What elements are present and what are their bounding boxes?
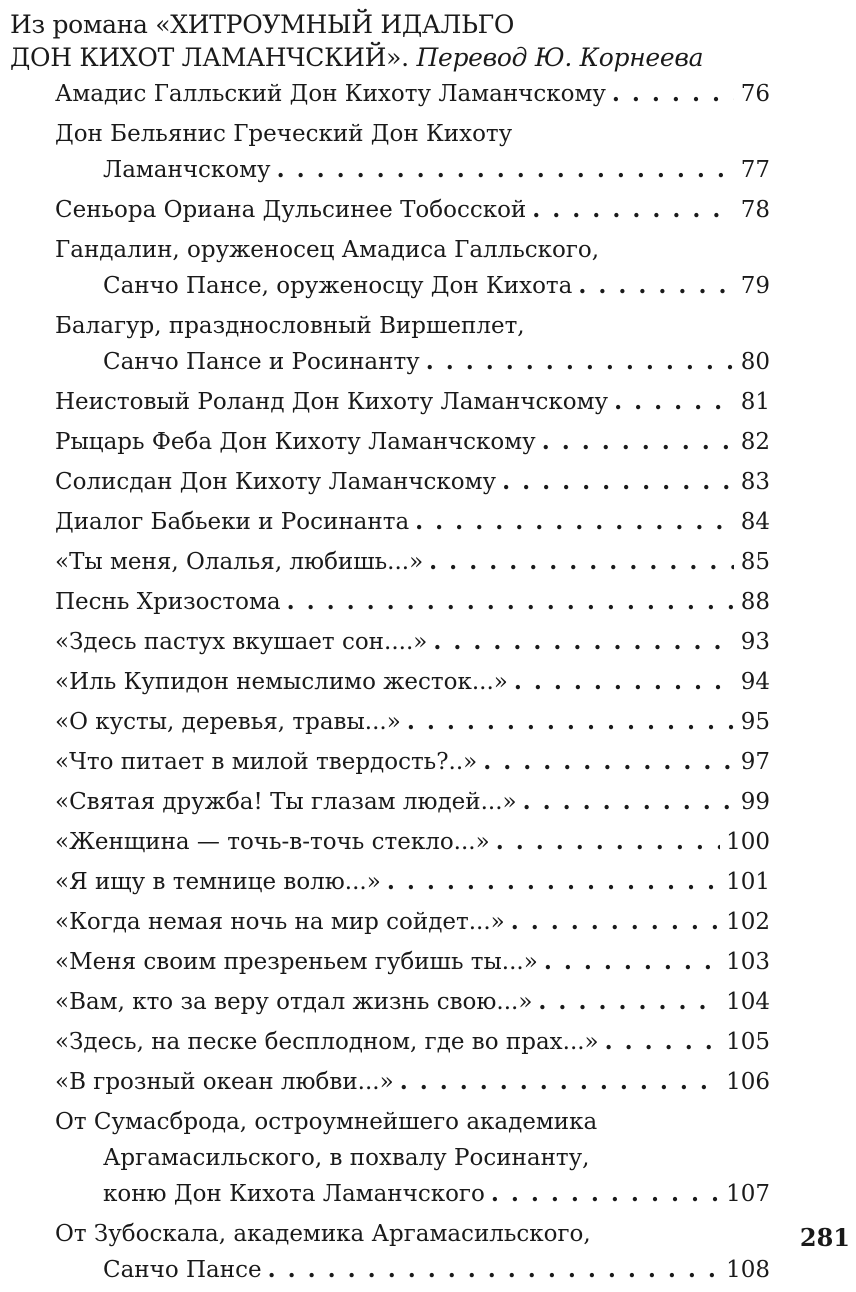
- dot-leader: [502, 464, 734, 500]
- toc-page-number: 97: [740, 749, 770, 775]
- toc-page-number: 80: [740, 349, 770, 375]
- toc-entry-title: Балагур, празднословный Виршеплет,: [55, 313, 525, 339]
- toc-entry-title: «Я ищу в темнице волю...»: [55, 869, 381, 895]
- toc-entry-line: [55, 1024, 770, 1060]
- toc-entry: [55, 384, 770, 420]
- toc-entry-line: [55, 944, 770, 980]
- toc-entry-line: [55, 984, 770, 1020]
- toc-page-number: 107: [726, 1181, 770, 1207]
- toc-entry: [55, 664, 770, 700]
- dot-leader: [514, 664, 734, 700]
- toc-entry-title: Амадис Галльский Дон Кихоту Ламанчскому: [55, 81, 606, 107]
- toc-page-number: 81: [740, 389, 770, 415]
- toc-entry-title: «Женщина — точь-в-точь стекло...»: [55, 829, 490, 855]
- toc-entry-line: [55, 308, 770, 344]
- toc-page-number: 104: [726, 989, 770, 1015]
- dot-leader: [523, 784, 734, 820]
- toc-entry-line: [55, 864, 770, 900]
- toc-entry-line: [55, 116, 770, 152]
- toc-entry-line: [55, 744, 770, 780]
- toc-entry: [55, 904, 770, 940]
- toc-page-number: 93: [740, 629, 770, 655]
- heading-line-1: Из романа «ХИТРОУМНЫЙ ИДАЛЬГО: [10, 10, 515, 39]
- toc-page-number: 84: [740, 509, 770, 535]
- toc-entry-title: «Меня своим презреньем губишь ты...»: [55, 949, 538, 975]
- toc-page-number: 102: [726, 909, 770, 935]
- toc-page-number: 103: [726, 949, 770, 975]
- toc-entry-title: Дон Бельянис Греческий Дон Кихоту: [55, 121, 513, 147]
- toc-entry: [55, 824, 770, 860]
- toc-entry-line: [55, 504, 770, 540]
- toc-entry-line: [55, 1176, 770, 1212]
- toc-entry-line: [55, 76, 770, 112]
- toc-entry-line: [55, 704, 770, 740]
- toc-entry: [55, 192, 770, 228]
- toc-entry: [55, 76, 770, 112]
- toc-page-number: 76: [740, 81, 770, 107]
- toc-entry: [55, 464, 770, 500]
- toc-entry-title: «Ты меня, Олалья, любишь...»: [55, 549, 424, 575]
- toc-page-number: 105: [726, 1029, 770, 1055]
- dot-leader: [496, 824, 720, 860]
- dot-leader: [426, 344, 734, 380]
- toc-entry-line: [55, 824, 770, 860]
- dot-leader: [429, 544, 734, 580]
- toc-entry-title: Санчо Пансе и Росинанту: [103, 349, 420, 375]
- toc-entry-title: «Святая дружба! Ты глазам людей...»: [55, 789, 517, 815]
- toc-entry-title: «Что питает в милой твердость?..»: [55, 749, 478, 775]
- toc-entry: [55, 864, 770, 900]
- dot-leader: [614, 384, 734, 420]
- toc-page-number: 95: [740, 709, 770, 735]
- toc-entry-line: [55, 268, 770, 304]
- toc-entry: [55, 544, 770, 580]
- toc-entry-line: [55, 1216, 770, 1252]
- toc-entry-title: Санчо Пансе: [103, 1257, 262, 1283]
- toc-entry: [55, 1024, 770, 1060]
- dot-leader: [407, 704, 734, 740]
- toc-entry-line: [55, 1140, 770, 1176]
- toc-entry-title: Санчо Пансе, оруженосцу Дон Кихота: [103, 273, 573, 299]
- dot-leader: [605, 1024, 720, 1060]
- toc-entry-title: коню Дон Кихота Ламанчского: [103, 1181, 485, 1207]
- dot-leader: [483, 744, 734, 780]
- dot-leader: [491, 1176, 720, 1212]
- toc-entry-line: [55, 152, 770, 188]
- dot-leader: [532, 192, 734, 228]
- translator-credit: Перевод Ю. Корнеева: [416, 43, 704, 72]
- dot-leader: [277, 152, 734, 188]
- dot-leader: [387, 864, 720, 900]
- toc-entry-title: «Вам, кто за веру отдал жизнь свою...»: [55, 989, 533, 1015]
- toc-entry: [55, 1216, 770, 1288]
- toc-entry: [55, 944, 770, 980]
- toc-page-number: 77: [740, 157, 770, 183]
- dot-leader: [433, 624, 734, 660]
- toc-entry-line: [55, 1064, 770, 1100]
- toc-page-number: 82: [740, 429, 770, 455]
- toc-page-number: 79: [740, 273, 770, 299]
- toc-page-number: 106: [726, 1069, 770, 1095]
- toc-entry: [55, 744, 770, 780]
- dot-leader: [544, 944, 720, 980]
- toc-entry: [55, 308, 770, 380]
- toc-entry-title: «В грозный океан любви...»: [55, 1069, 394, 1095]
- toc-entry-line: [55, 1104, 770, 1140]
- toc-entry-line: [55, 424, 770, 460]
- dot-leader: [538, 984, 720, 1020]
- heading-title-end: ДОН КИХОТ ЛАМАНЧСКИЙ».: [10, 43, 409, 72]
- toc-entry-title: От Сумасброда, остроумнейшего академика: [55, 1109, 598, 1135]
- toc-entry-line: [55, 464, 770, 500]
- toc-entry: [55, 984, 770, 1020]
- toc-entry-title: «Когда немая ночь на мир сойдет...»: [55, 909, 505, 935]
- page-number: 281: [799, 1223, 850, 1252]
- toc-entry-title: Солисдан Дон Кихоту Ламанчскому: [55, 469, 497, 495]
- toc-entry-line: [55, 784, 770, 820]
- dot-leader: [511, 904, 720, 940]
- toc-entry-line: [55, 664, 770, 700]
- toc-entry: [55, 116, 770, 188]
- toc-entry-title: Ламанчскому: [103, 157, 271, 183]
- toc-page-number: 108: [726, 1257, 770, 1283]
- dot-leader: [287, 584, 734, 620]
- toc-entry-title: «О кусты, деревья, травы...»: [55, 709, 401, 735]
- toc-entry: [55, 424, 770, 460]
- toc-entry: [55, 1064, 770, 1100]
- toc-entry-title: Рыцарь Феба Дон Кихоту Ламанчскому: [55, 429, 536, 455]
- toc-entry-line: [55, 1252, 770, 1288]
- toc-entry-title: Песнь Хризостома: [55, 589, 281, 615]
- toc-entry: [55, 584, 770, 620]
- table-of-contents: [55, 76, 770, 1292]
- toc-entry-line: [55, 904, 770, 940]
- toc-entry-line: [55, 344, 770, 380]
- dot-leader: [415, 504, 734, 540]
- toc-entry: [55, 704, 770, 740]
- toc-entry: [55, 784, 770, 820]
- toc-entry-title: Диалог Бабьеки и Росинанта: [55, 509, 410, 535]
- dot-leader: [578, 268, 734, 304]
- toc-entry-title: «Здесь пастух вкушает сон....»: [55, 629, 428, 655]
- toc-page-number: 100: [726, 829, 770, 855]
- section-heading: [10, 8, 830, 74]
- toc-entry-title: «Здесь, на песке бесплодном, где во прах...»: [55, 1029, 599, 1055]
- toc-page-number: 78: [740, 197, 770, 223]
- toc-entry: [55, 624, 770, 660]
- toc-page-number: 101: [726, 869, 770, 895]
- toc-entry: [55, 232, 770, 304]
- toc-page-number: 94: [740, 669, 770, 695]
- toc-entry-line: [55, 384, 770, 420]
- dot-leader: [400, 1064, 720, 1100]
- toc-entry-title: Сеньора Ориана Дульсинее Тобосской: [55, 197, 527, 223]
- toc-entry-line: [55, 584, 770, 620]
- toc-page-number: 85: [740, 549, 770, 575]
- toc-entry-line: [55, 624, 770, 660]
- toc-entry-line: [55, 192, 770, 228]
- toc-page-number: 88: [740, 589, 770, 615]
- toc-entry-line: [55, 232, 770, 268]
- toc-entry: [55, 1104, 770, 1212]
- heading-line-2: [10, 41, 830, 74]
- toc-entry-line: [55, 544, 770, 580]
- dot-leader: [268, 1252, 720, 1288]
- toc-entry-title: Аргамасильского, в похвалу Росинанту,: [103, 1145, 590, 1171]
- dot-leader: [542, 424, 734, 460]
- toc-entry-title: «Иль Купидон немыслимо жесток...»: [55, 669, 508, 695]
- toc-entry-title: Неистовый Роланд Дон Кихоту Ламанчскому: [55, 389, 609, 415]
- toc-entry-title: Гандалин, оруженосец Амадиса Галльского,: [55, 237, 600, 263]
- toc-page-number: 99: [740, 789, 770, 815]
- toc-page-number: 83: [740, 469, 770, 495]
- dot-leader: [612, 76, 734, 112]
- toc-entry-title: От Зубоскала, академика Аргамасильского,: [55, 1221, 591, 1247]
- toc-entry: [55, 504, 770, 540]
